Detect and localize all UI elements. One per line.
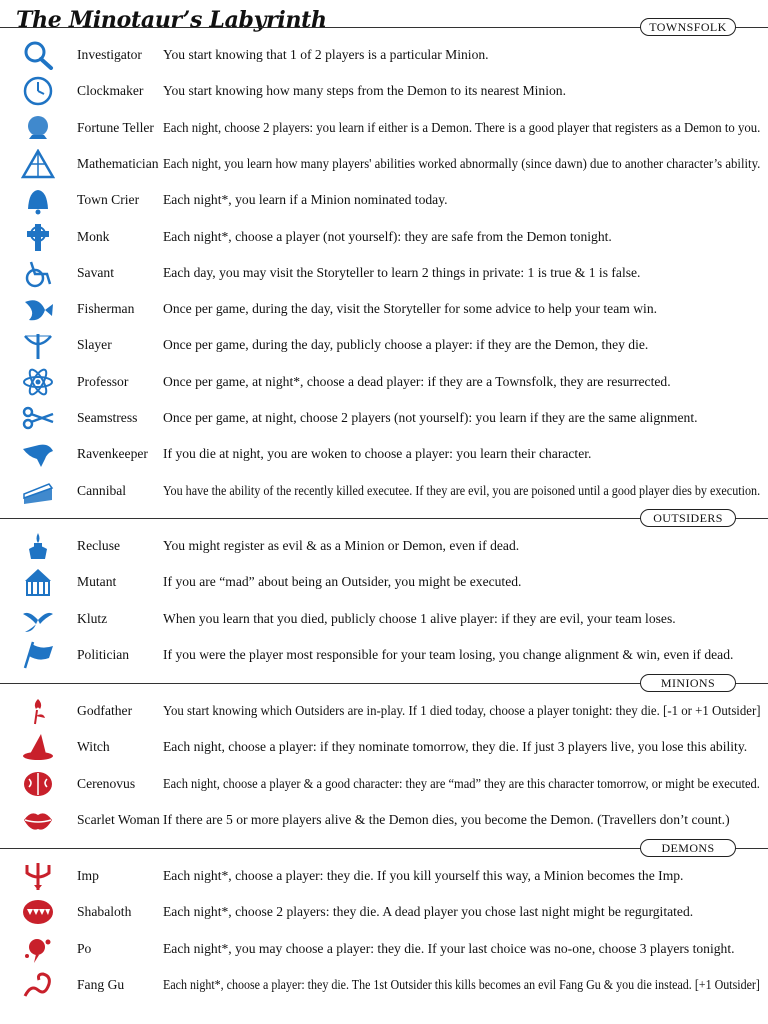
scissors-icon <box>21 403 55 433</box>
character-name: Godfather <box>77 703 133 718</box>
section-label-townsfolk: TOWNSFOLK <box>640 18 736 36</box>
character-row <box>0 564 768 600</box>
witch-hat-icon <box>21 732 55 762</box>
character-ability: Each night*, choose a player: they die. The 1st Outsider this kills becomes an evil Fang Gu & you die instead. [+1 Outsider] <box>163 976 760 992</box>
character-name: Monk <box>77 228 110 244</box>
blood-splatter-icon <box>21 934 55 964</box>
crossbow-icon <box>21 330 55 360</box>
character-ability: You start knowing that 1 of 2 players is a particular Minion. <box>163 47 489 62</box>
character-name: Seamstress <box>77 410 138 425</box>
character-row <box>0 436 768 472</box>
character-name: Fisherman <box>77 301 135 317</box>
character-row <box>0 219 768 255</box>
character-ability: If you die at night, you are woken to choose a player: you learn their character. <box>163 446 592 462</box>
lips-icon <box>21 805 55 835</box>
character-ability: Once per game, during the day, visit the Storyteller for some advice to help your team win. <box>163 301 658 317</box>
celtic-cross-icon <box>21 222 55 252</box>
character-name: Cerenovus <box>77 775 136 791</box>
brain-icon <box>21 769 55 799</box>
fish-icon <box>21 294 55 324</box>
character-row <box>0 637 768 673</box>
character-row <box>0 601 768 637</box>
character-ability: Once per game, at night, choose 2 players (not yourself): you learn if they are the same alignment. <box>163 410 698 425</box>
character-ability: Each day, you may visit the Storyteller to learn 2 things in private: 1 is true & 1 is false. <box>163 264 641 280</box>
character-ability: Each night, choose 2 players: you learn if either is a Demon. There is a good player that registers as a Demon to you. <box>163 119 760 135</box>
character-row <box>0 802 768 838</box>
character-ability: When you learn that you died, publicly choose 1 alive player: if they are evil, your team loses. <box>163 610 676 626</box>
character-row <box>0 400 768 436</box>
character-name: Town Crier <box>77 192 140 208</box>
character-row <box>0 766 768 802</box>
section-label-outsiders: OUTSIDERS <box>640 509 736 527</box>
magnifying-glass-icon <box>21 40 55 70</box>
character-ability: If you were the player most responsible for your team losing, you change alignment & win, even if dead. <box>163 646 734 662</box>
character-ability: Each night*, you learn if a Minion nominated today. <box>163 192 448 208</box>
character-row <box>0 291 768 327</box>
section-label-demons: DEMONS <box>640 839 736 857</box>
wheelchair-icon <box>21 258 55 288</box>
character-row <box>0 327 768 363</box>
circus-tent-icon <box>21 567 55 597</box>
page-title: The Minotaur’s Labyrinth <box>16 7 327 33</box>
character-name: Mathematician <box>77 155 159 171</box>
character-ability: Each night*, choose a player (not yourself): they are safe from the Demon tonight. <box>163 228 612 244</box>
character-name: Clockmaker <box>77 83 144 99</box>
character-row <box>0 364 768 400</box>
character-row <box>0 693 768 729</box>
character-name: Shabaloth <box>77 904 132 920</box>
character-name: Savant <box>77 264 114 280</box>
character-name: Recluse <box>77 538 121 553</box>
character-row <box>0 146 768 182</box>
character-row <box>0 473 768 509</box>
clock-icon <box>21 76 55 106</box>
character-name: Cannibal <box>77 482 127 498</box>
flag-icon <box>21 640 55 670</box>
character-ability: If you are “mad” about being an Outsider, you might be executed. <box>163 574 522 590</box>
character-ability: You start knowing which Outsiders are in-play. If 1 died today, choose a player tonight: they die. [-1 or +1 Outsider] <box>163 703 761 718</box>
character-name: Fortune Teller <box>77 119 154 135</box>
character-row <box>0 110 768 146</box>
character-name: Slayer <box>77 337 112 353</box>
character-name: Politician <box>77 646 130 662</box>
character-ability: If there are 5 or more players alive & the Demon dies, you become the Demon. (Travellers don’t count.) <box>163 811 730 827</box>
character-ability: Each night*, choose 2 players: they die. A dead player you chose last night might be regurgitated. <box>163 904 694 920</box>
banana-peel-icon <box>21 604 55 634</box>
character-name: Imp <box>77 868 99 883</box>
character-ability: Each night, you learn how many players' abilities worked abnormally (since dawn) due to another character’s ability. <box>163 155 760 171</box>
character-name: Fang Gu <box>77 976 125 992</box>
character-ability: You start knowing how many steps from the Demon to its nearest Minion. <box>163 83 566 99</box>
character-row <box>0 967 768 1003</box>
character-name: Mutant <box>77 574 117 590</box>
pyramid-icon <box>21 149 55 179</box>
raven-icon <box>21 439 55 469</box>
character-row <box>0 858 768 894</box>
character-ability: You might register as evil & as a Minion or Demon, even if dead. <box>163 538 520 553</box>
character-row <box>0 182 768 218</box>
character-ability: Each night*, choose a player: they die. If you kill yourself this way, a Minion becomes the Imp. <box>163 868 684 883</box>
cake-slice-icon <box>21 476 55 506</box>
character-ability: Once per game, at night*, choose a dead player: if they are a Townsfolk, they are resurrected. <box>163 373 671 389</box>
character-ability: Each night, choose a player & a good character: they are “mad” they are this character tomorrow, or might be executed. <box>163 775 760 791</box>
character-row <box>0 729 768 765</box>
character-name: Po <box>77 940 92 956</box>
character-ability: Each night, choose a player: if they nominate tomorrow, they die. If just 3 players live, you lose this ability. <box>163 739 748 755</box>
rose-icon <box>21 696 55 726</box>
character-ability: Each night*, you may choose a player: they die. If your last choice was no-one, choose 3 players tonight. <box>163 940 735 956</box>
bell-icon <box>21 185 55 215</box>
character-name: Scarlet Woman <box>77 811 160 827</box>
character-row <box>0 73 768 109</box>
character-name: Witch <box>77 739 110 755</box>
serpent-icon <box>21 970 55 1000</box>
character-name: Ravenkeeper <box>77 446 148 462</box>
character-row <box>0 255 768 291</box>
character-row <box>0 931 768 967</box>
trident-icon <box>21 861 55 891</box>
crystal-ball-icon <box>21 113 55 143</box>
character-ability: You have the ability of the recently killed executee. If they are evil, you are poisoned until a good player dies by execution. <box>163 482 760 498</box>
oil-lamp-icon <box>21 531 55 561</box>
character-name: Investigator <box>77 47 142 62</box>
atom-icon <box>21 367 55 397</box>
character-row <box>0 37 768 73</box>
character-name: Professor <box>77 373 129 389</box>
fanged-mouth-icon <box>21 897 55 927</box>
character-row <box>0 894 768 930</box>
section-label-minions: MINIONS <box>640 674 736 692</box>
character-ability: Once per game, during the day, publicly choose a player: if they are the Demon, they die. <box>163 337 649 353</box>
character-name: Klutz <box>77 610 108 626</box>
character-row <box>0 528 768 564</box>
